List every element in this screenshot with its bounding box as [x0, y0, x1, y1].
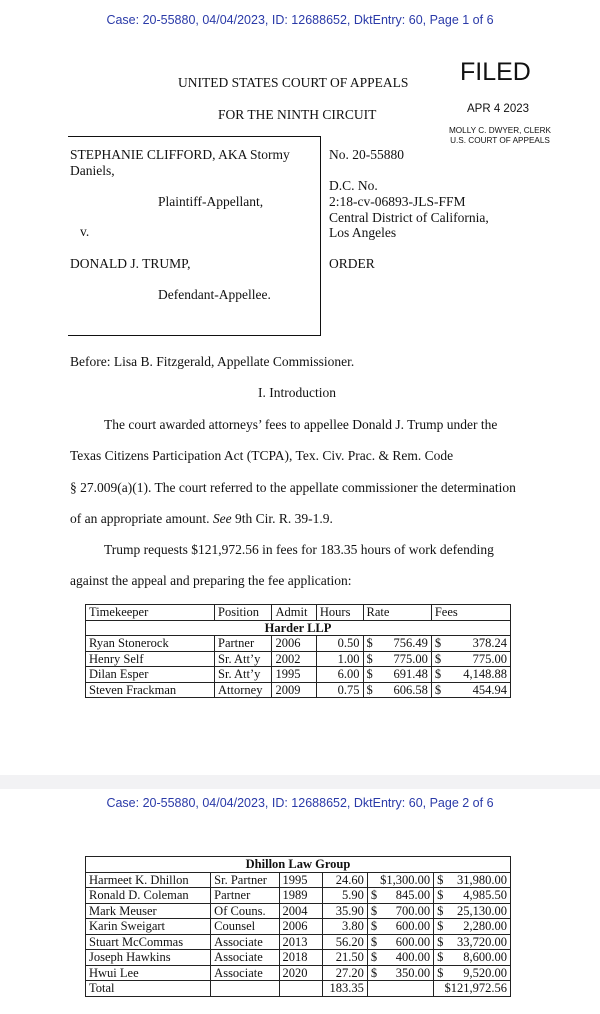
timekeeper-cell: Hwui Lee [86, 965, 211, 981]
hours-cell: 21.50 [322, 950, 367, 966]
fees-cell-value: 4,985.50 [463, 888, 507, 903]
currency-sign: $ [370, 919, 378, 934]
plaintiff-name-cont: Daniels, [70, 163, 115, 178]
clerk-block [440, 126, 560, 146]
rate-cell-value: 400.00 [395, 950, 431, 965]
fees-cell [434, 934, 511, 950]
currency-sign: $ [437, 965, 444, 980]
rate-cell-value: 691.48 [393, 667, 428, 682]
currency-sign: $ [434, 667, 442, 682]
currency-sign: $ [366, 651, 373, 666]
timekeeper-cell: Ryan Stonerock [86, 636, 215, 652]
admit-cell: 2002 [272, 651, 316, 667]
dc-number: 2:18-cv-06893-JLS-FFM [329, 194, 466, 209]
fees-cell-value: 8,600.00 [463, 950, 507, 965]
total-label: Total [86, 981, 211, 997]
hours-cell: 0.50 [316, 636, 363, 652]
caption-bottom-rule [68, 335, 321, 336]
currency-sign: $ [366, 636, 373, 651]
position-cell: Attorney [215, 682, 272, 698]
table-row [86, 872, 511, 888]
page-header: Case: 20-55880, 04/04/2023, ID: 12688652, DktEntry: 60, Page 1 of 6 [106, 13, 494, 27]
para2-line2: against the appeal and preparing the fee application: [70, 573, 352, 588]
col-position: Position [215, 605, 272, 621]
currency-sign: $ [370, 965, 378, 980]
table-row [86, 888, 511, 904]
currency-sign: $ [370, 903, 378, 918]
rate-cell [367, 903, 433, 919]
fees-cell [434, 903, 511, 919]
fees-cell-wrap [437, 966, 507, 980]
currency-sign: $ [437, 950, 444, 965]
fees-table-page1 [85, 604, 511, 698]
fees-cell-value: 378.24 [472, 636, 507, 651]
table-row [86, 903, 511, 919]
admit-cell: 1995 [279, 872, 322, 888]
defendant-name: DONALD J. TRUMP, [70, 256, 191, 271]
court-circuit: FOR THE NINTH CIRCUIT [218, 107, 377, 122]
admit-cell: 2020 [279, 965, 322, 981]
fees-cell-value: 2,280.00 [463, 919, 507, 934]
currency-sign: $ [434, 636, 442, 651]
fees-cell-wrap [435, 683, 507, 697]
rate-cell-wrap [371, 935, 430, 949]
timekeeper-cell: Mark Meuser [86, 903, 211, 919]
position-cell: Of Couns. [211, 903, 279, 919]
fees-cell-wrap [435, 652, 507, 666]
case-number: No. 20-55880 [329, 147, 404, 162]
fees-cell-value: 775.00 [472, 651, 507, 666]
timekeeper-cell: Ronald D. Coleman [86, 888, 211, 904]
rate-cell-wrap [371, 950, 430, 964]
position-cell: Associate [211, 965, 279, 981]
rate-cell-value: $1,300.00 [380, 872, 431, 887]
clerk-office: U.S. COURT OF APPEALS [450, 136, 550, 145]
position-cell: Associate [211, 934, 279, 950]
rate-cell-value: 756.49 [393, 636, 428, 651]
currency-sign: $ [434, 651, 442, 666]
hours-cell: 35.90 [322, 903, 367, 919]
hours-cell: 5.90 [322, 888, 367, 904]
rate-cell [363, 651, 431, 667]
document-page-2 [0, 789, 600, 1014]
currency-sign: $ [370, 934, 378, 949]
rate-cell [367, 934, 433, 950]
position-cell: Partner [211, 888, 279, 904]
rate-cell-value: 775.00 [393, 651, 428, 666]
position-cell: Sr. Att’y [215, 667, 272, 683]
table-row [86, 950, 511, 966]
rate-cell [367, 888, 433, 904]
rate-cell-wrap [371, 904, 430, 918]
rate-cell-wrap [367, 683, 428, 697]
plaintiff-role: Plaintiff-Appellant, [158, 194, 264, 209]
rate-cell-wrap [371, 966, 430, 980]
firm-name: Dhillon Law Group [86, 857, 511, 873]
para1-line3: § 27.009(a)(1). The court referred to the appellate commissioner the determination [70, 480, 516, 495]
table-row [86, 682, 511, 698]
rate-cell-value: 700.00 [395, 903, 431, 918]
fees-cell [434, 888, 511, 904]
firm-name: Harder LLP [86, 620, 511, 636]
rate-cell [363, 682, 431, 698]
admit-cell: 2006 [272, 636, 316, 652]
fees-cell-wrap [437, 935, 507, 949]
para1-line2: Texas Citizens Participation Act (TCPA), Tex. Civ. Prac. & Rem. Code [70, 448, 454, 463]
total-empty-rate [367, 981, 433, 997]
currency-sign: $ [437, 888, 444, 903]
hours-cell: 6.00 [316, 667, 363, 683]
rate-cell-value: 606.58 [393, 682, 428, 697]
rate-cell-wrap [371, 919, 430, 933]
fees-cell-wrap [437, 950, 507, 964]
total-empty-position [211, 981, 279, 997]
filed-date: APR 4 2023 [467, 103, 530, 115]
plaintiff-name: STEPHANIE CLIFFORD, AKA Stormy [70, 147, 290, 162]
fees-cell-value: 31,980.00 [457, 872, 507, 887]
filed-stamp: FILED [460, 58, 531, 86]
currency-sign: $ [437, 903, 444, 918]
page-header: Case: 20-55880, 04/04/2023, ID: 12688652, DktEntry: 60, Page 2 of 6 [106, 796, 494, 810]
rate-cell-value: 350.00 [395, 965, 431, 980]
timekeeper-cell: Harmeet K. Dhillon [86, 872, 211, 888]
fees-cell-value: 33,720.00 [457, 934, 507, 949]
timekeeper-cell: Steven Frackman [86, 682, 215, 698]
fees-cell-value: 4,148.88 [463, 667, 507, 682]
fees-cell-wrap [437, 888, 507, 902]
position-cell: Counsel [211, 919, 279, 935]
currency-sign: $ [366, 682, 373, 697]
rate-cell [367, 872, 433, 888]
rate-cell [367, 919, 433, 935]
admit-cell: 2006 [279, 919, 322, 935]
admit-cell: 2004 [279, 903, 322, 919]
admit-cell: 2013 [279, 934, 322, 950]
currency-sign: $ [437, 872, 444, 887]
timekeeper-cell: Joseph Hawkins [86, 950, 211, 966]
table-row [86, 965, 511, 981]
timekeeper-cell: Karin Sweigart [86, 919, 211, 935]
document-type: ORDER [329, 256, 375, 271]
table-row [86, 667, 511, 683]
court-name: UNITED STATES COURT OF APPEALS [178, 75, 409, 90]
rate-cell-wrap [371, 873, 430, 887]
hours-cell: 27.20 [322, 965, 367, 981]
para1-line1: The court awarded attorneys’ fees to appellee Donald J. Trump under the [104, 417, 498, 432]
total-empty-admit [279, 981, 322, 997]
fees-cell-wrap [435, 636, 507, 650]
rate-cell-wrap [367, 667, 428, 681]
fees-cell-value: 9,520.00 [463, 965, 507, 980]
col-fees: Fees [431, 605, 510, 621]
currency-sign: $ [370, 888, 378, 903]
table-body [86, 872, 511, 981]
table-row [86, 919, 511, 935]
table-header-row [86, 605, 511, 621]
rate-cell-value: 845.00 [395, 888, 431, 903]
admit-cell: 1995 [272, 667, 316, 683]
fees-cell [434, 919, 511, 935]
hours-cell: 3.80 [322, 919, 367, 935]
total-row [86, 981, 511, 997]
fees-cell [431, 682, 510, 698]
fees-cell-wrap [437, 904, 507, 918]
hours-cell: 1.00 [316, 651, 363, 667]
col-hours: Hours [316, 605, 363, 621]
col-rate: Rate [363, 605, 431, 621]
section-title: I. Introduction [258, 385, 336, 400]
rate-cell-value: 600.00 [395, 934, 431, 949]
col-admit: Admit [272, 605, 316, 621]
versus: v. [80, 224, 90, 239]
currency-sign: $ [370, 950, 378, 965]
timekeeper-cell: Henry Self [86, 651, 215, 667]
currency-sign: $ [434, 682, 442, 697]
total-fees: $121,972.56 [434, 981, 511, 997]
timekeeper-cell: Dilan Esper [86, 667, 215, 683]
table-row [86, 934, 511, 950]
currency-sign: $ [437, 934, 444, 949]
defendant-role: Defendant-Appellee. [158, 287, 271, 302]
fees-cell-value: 25,130.00 [457, 903, 507, 918]
caption-top-rule [68, 136, 321, 137]
fees-cell [431, 636, 510, 652]
fees-cell [434, 872, 511, 888]
position-cell: Sr. Partner [211, 872, 279, 888]
position-cell: Associate [211, 950, 279, 966]
dc-label: D.C. No. [329, 178, 378, 193]
total-hours: 183.35 [322, 981, 367, 997]
district: Central District of California, [329, 210, 489, 225]
para1-line4: of an appropriate amount. See 9th Cir. R. 39-1.9. [70, 511, 333, 526]
fees-cell [431, 667, 510, 683]
fees-cell [431, 651, 510, 667]
fees-cell-wrap [435, 667, 507, 681]
currency-sign: $ [437, 919, 444, 934]
group-row [86, 857, 511, 873]
position-cell: Sr. Att’y [215, 651, 272, 667]
timekeeper-cell: Stuart McCommas [86, 934, 211, 950]
rate-cell-wrap [367, 636, 428, 650]
fees-cell-wrap [437, 919, 507, 933]
city: Los Angeles [329, 225, 397, 240]
currency-sign: $ [366, 667, 373, 682]
table-row [86, 636, 511, 652]
rate-cell [367, 950, 433, 966]
fees-cell-wrap [437, 873, 507, 887]
fees-table-page2 [85, 856, 511, 997]
hours-cell: 24.60 [322, 872, 367, 888]
fees-cell [434, 950, 511, 966]
para2-line1: Trump requests $121,972.56 in fees for 183.35 hours of work defending [104, 542, 494, 557]
table-row [86, 651, 511, 667]
group-row [86, 620, 511, 636]
fees-cell [434, 965, 511, 981]
admit-cell: 2009 [272, 682, 316, 698]
col-timekeeper: Timekeeper [86, 605, 215, 621]
rate-cell-value: 600.00 [395, 919, 431, 934]
rate-cell [363, 667, 431, 683]
before-line: Before: Lisa B. Fitzgerald, Appellate Commissioner. [70, 354, 355, 369]
hours-cell: 0.75 [316, 682, 363, 698]
rate-cell-wrap [367, 652, 428, 666]
rate-cell [367, 965, 433, 981]
clerk-name: MOLLY C. DWYER, CLERK [448, 126, 552, 135]
admit-cell: 2018 [279, 950, 322, 966]
rate-cell [363, 636, 431, 652]
rate-cell-wrap [371, 888, 430, 902]
admit-cell: 1989 [279, 888, 322, 904]
position-cell: Partner [215, 636, 272, 652]
hours-cell: 56.20 [322, 934, 367, 950]
caption-right-rule [320, 136, 321, 335]
table-body [86, 636, 511, 698]
fees-cell-value: 454.94 [472, 682, 507, 697]
